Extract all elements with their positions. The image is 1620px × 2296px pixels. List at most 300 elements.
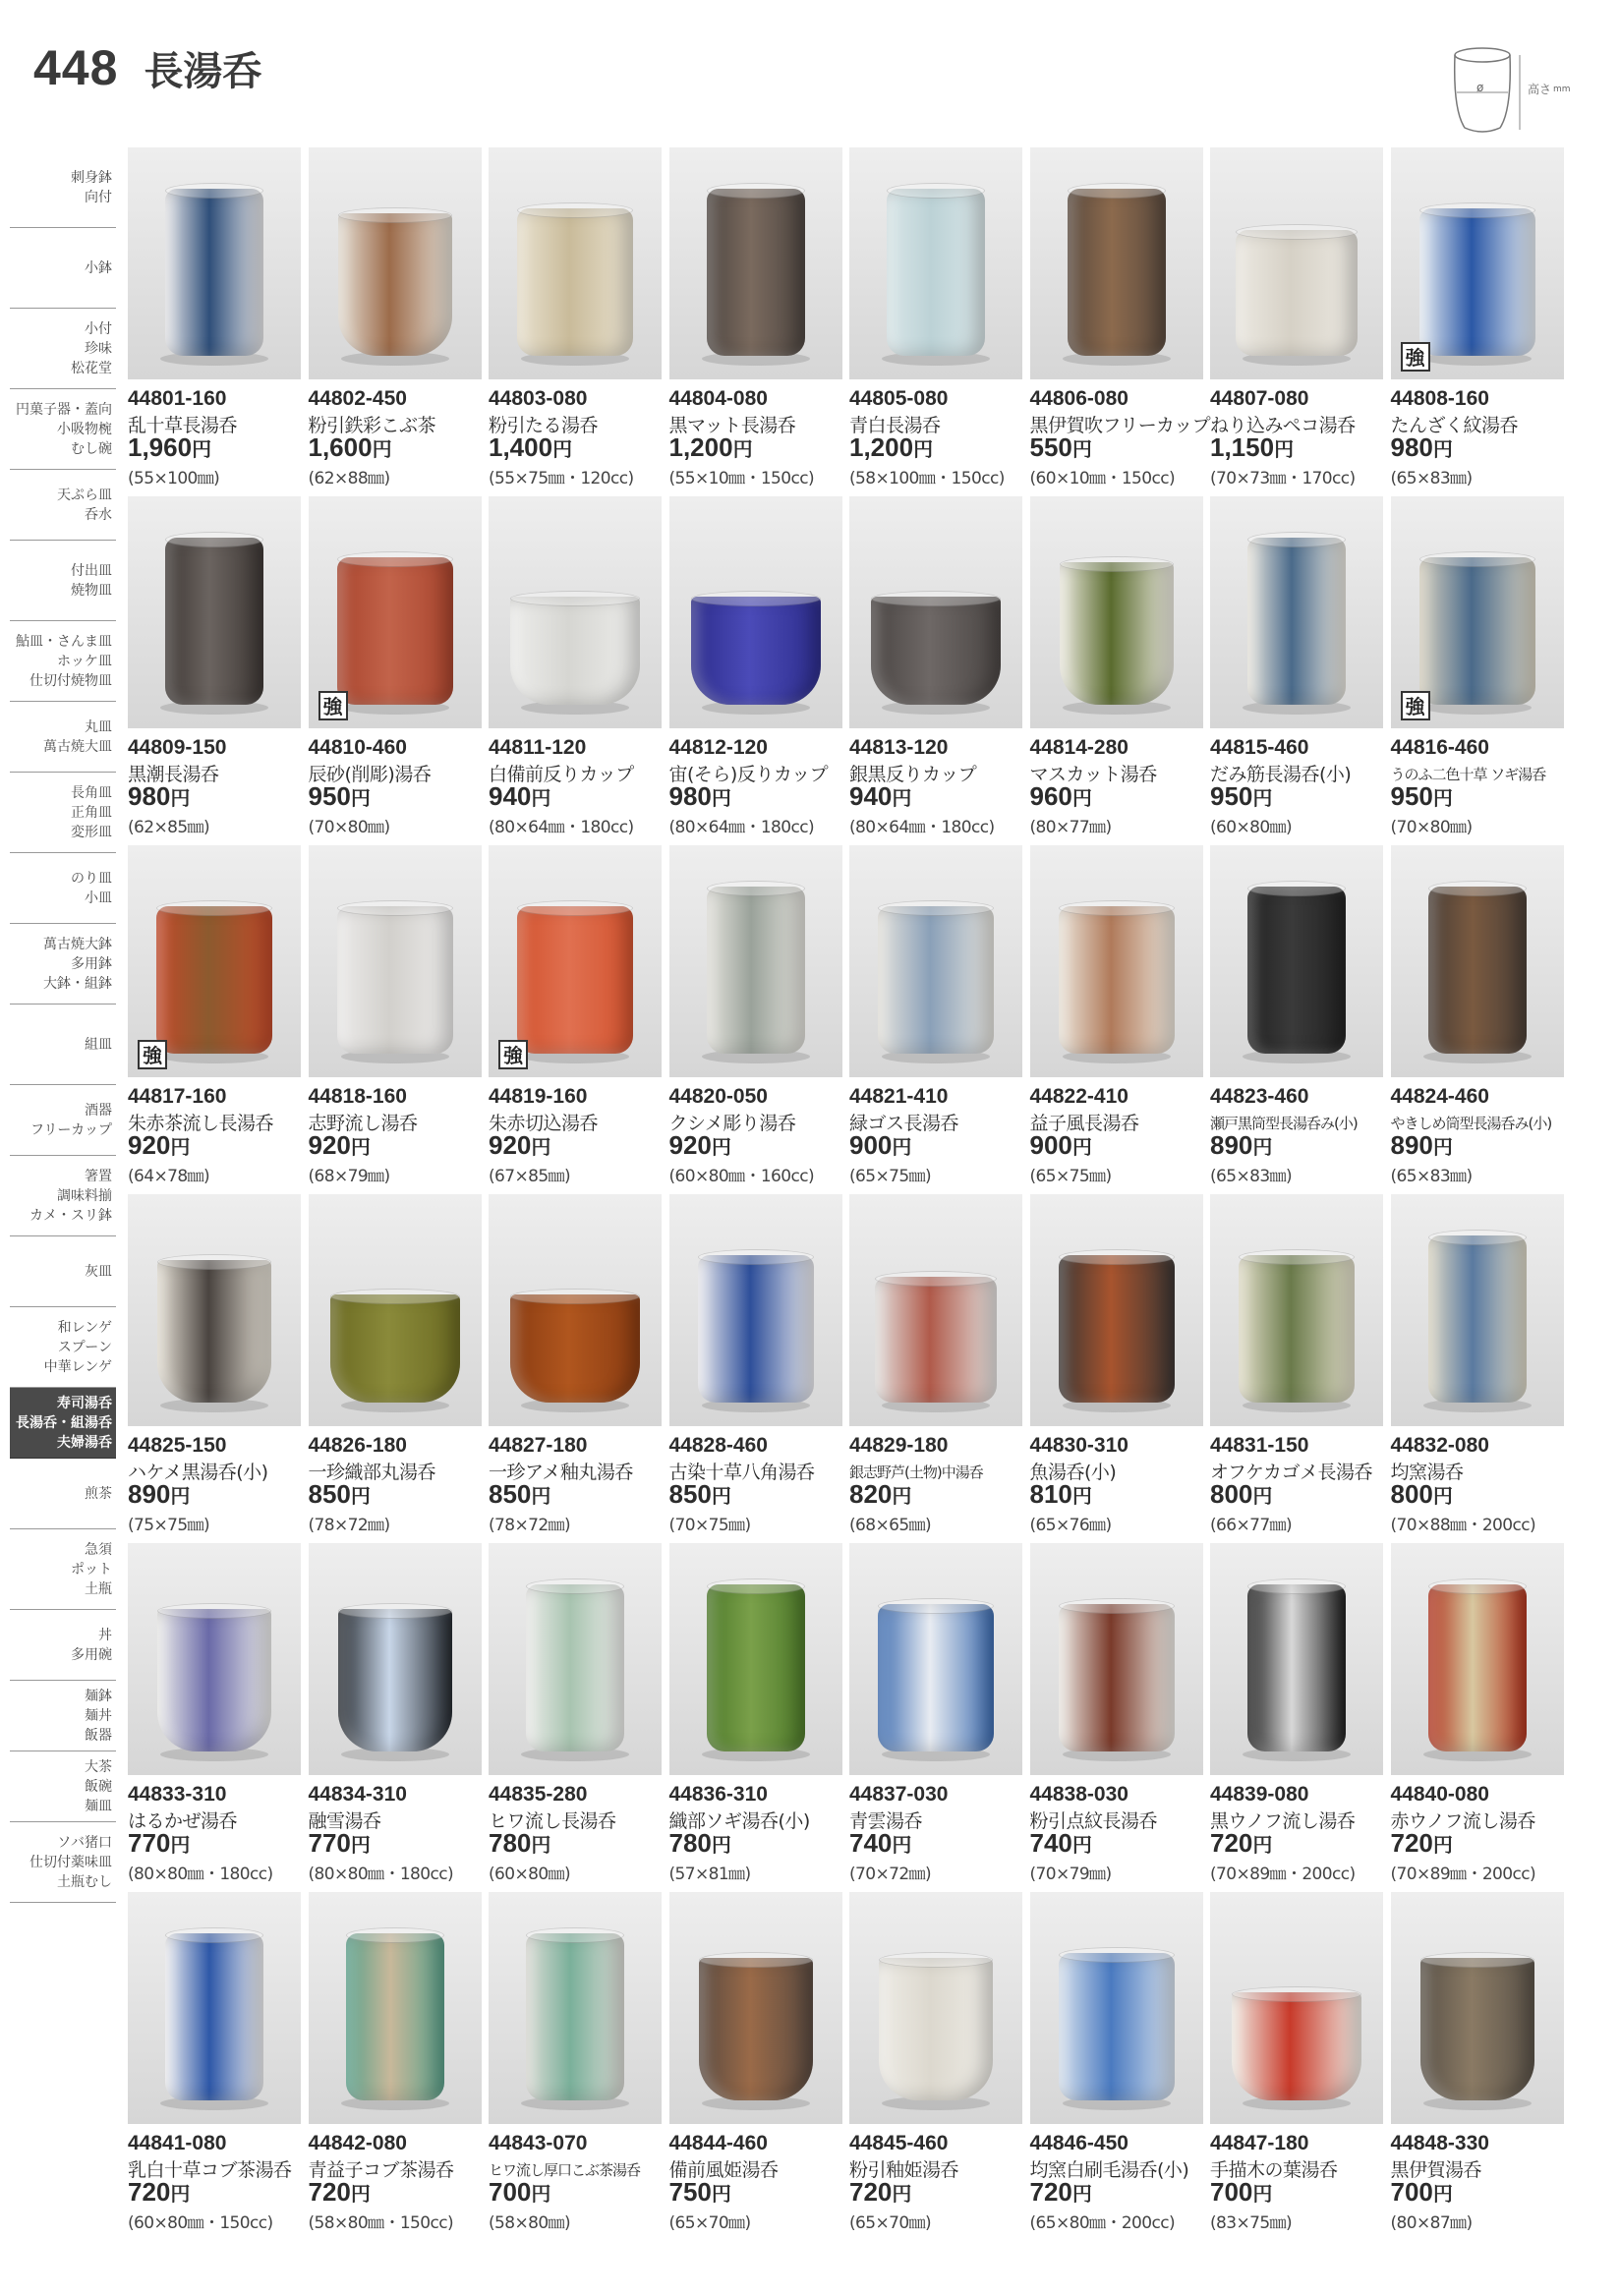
- price-currency: 円: [531, 2182, 551, 2206]
- product-size: (70×75㎜): [668, 1516, 751, 1535]
- price-currency: 円: [170, 786, 191, 810]
- sidebar-category-label: 麺鉢: [85, 1688, 112, 1704]
- sidebar-category[interactable]: [10, 1751, 116, 1822]
- teacup-illustration: [1059, 906, 1175, 1054]
- price-value: 780: [489, 1828, 532, 1858]
- product-size: (70×79㎜): [1029, 1865, 1112, 1884]
- price-value: 770: [128, 1828, 171, 1858]
- sidebar-category-label: 付出皿: [71, 562, 112, 579]
- product-name: 古染十草八角湯呑: [668, 1462, 815, 1483]
- price-currency: 円: [711, 1833, 731, 1857]
- product-card[interactable]: [1030, 1194, 1207, 1538]
- product-name: はるかぜ湯呑: [128, 1810, 238, 1832]
- product-price: [309, 1130, 371, 1161]
- teacup-illustration: [1247, 1584, 1346, 1751]
- product-card[interactable]: [1210, 845, 1387, 1189]
- product-card[interactable]: [128, 845, 305, 1189]
- product-size: (80×80㎜・180cc): [308, 1865, 454, 1884]
- price-currency: 円: [892, 1484, 912, 1508]
- product-size: (80×64㎜・180cc): [489, 818, 634, 837]
- sidebar-category[interactable]: [10, 1681, 116, 1751]
- product-size: (75×75㎜): [128, 1516, 209, 1535]
- product-photo: [128, 147, 301, 379]
- cup-rim: [1419, 202, 1535, 218]
- product-card[interactable]: [309, 1892, 486, 2236]
- sidebar-category[interactable]: [10, 1459, 116, 1529]
- product-size: (68×65㎜): [849, 1516, 931, 1535]
- product-code: 44823-460: [1210, 1085, 1309, 1108]
- cup-rim: [337, 900, 453, 916]
- sidebar-category-label: 長角皿: [71, 784, 112, 801]
- strength-badge: 強: [318, 691, 348, 720]
- product-card[interactable]: [1391, 845, 1568, 1189]
- teacup-illustration: [338, 213, 452, 356]
- price-value: 850: [489, 1479, 532, 1509]
- sidebar-category[interactable]: [10, 773, 116, 853]
- price-currency: 円: [1432, 786, 1453, 810]
- product-photo: [1210, 845, 1383, 1077]
- product-photo: [1210, 496, 1383, 728]
- price-value: 940: [849, 781, 893, 811]
- product-card[interactable]: [1210, 1194, 1387, 1538]
- cup-rim: [1059, 1598, 1175, 1614]
- price-currency: 円: [892, 786, 912, 810]
- price-value: 720: [1390, 1828, 1433, 1858]
- product-size: (70×88㎜・200cc): [1390, 1516, 1536, 1535]
- product-size: (57×81㎜): [668, 1865, 751, 1884]
- price-value: 1,600: [308, 432, 373, 462]
- sidebar-category-label: ホッケ皿: [57, 653, 112, 669]
- product-photo: [1391, 1543, 1564, 1775]
- product-card[interactable]: [489, 496, 665, 840]
- product-photo: [309, 845, 482, 1077]
- product-card[interactable]: [1391, 496, 1568, 840]
- sidebar-category[interactable]: [10, 1388, 116, 1459]
- product-card[interactable]: [1210, 1543, 1387, 1887]
- sidebar-category-label: 円菓子器・蓋向: [16, 401, 112, 418]
- teacup-illustration: [1419, 557, 1535, 705]
- price-currency: 円: [170, 1135, 191, 1159]
- product-size: (58×100㎜・150cc): [849, 469, 1005, 488]
- sidebar-category[interactable]: [10, 389, 116, 470]
- product-card[interactable]: [669, 147, 846, 491]
- product-card[interactable]: [489, 147, 665, 491]
- price-value: 980: [668, 781, 712, 811]
- price-value: 890: [1210, 1130, 1253, 1160]
- product-price: [128, 1828, 190, 1859]
- price-currency: 円: [892, 2182, 912, 2206]
- price-value: 740: [849, 1828, 893, 1858]
- product-price: [489, 1479, 550, 1510]
- product-size: (60×80㎜): [1210, 818, 1292, 837]
- sidebar-category[interactable]: [10, 1085, 116, 1156]
- price-value: 940: [489, 781, 532, 811]
- product-code: 44821-410: [849, 1085, 949, 1108]
- product-card[interactable]: [1391, 147, 1568, 491]
- product-card[interactable]: [669, 1194, 846, 1538]
- product-card[interactable]: [849, 845, 1026, 1189]
- price-value: 820: [849, 1479, 893, 1509]
- product-card[interactable]: [1210, 1892, 1387, 2236]
- cup-rim: [165, 183, 263, 199]
- product-card[interactable]: [128, 496, 305, 840]
- sidebar-category-label: 多用鉢: [71, 955, 112, 972]
- product-price: [309, 1479, 371, 1510]
- sidebar-category[interactable]: [10, 470, 116, 541]
- product-size: (70×80㎜): [308, 818, 390, 837]
- product-photo: [849, 1194, 1022, 1426]
- product-card[interactable]: [849, 147, 1026, 491]
- cup-rim: [337, 551, 453, 567]
- product-card[interactable]: [1210, 147, 1387, 491]
- sidebar-category[interactable]: [10, 1236, 116, 1307]
- teacup-illustration: [1420, 1958, 1534, 2100]
- product-name: オフケカゴメ長湯呑: [1210, 1462, 1372, 1483]
- price-value: 980: [128, 781, 171, 811]
- product-code: 44830-310: [1029, 1434, 1128, 1457]
- product-card[interactable]: [849, 496, 1026, 840]
- sidebar-category-label: 小付: [85, 320, 112, 337]
- product-name: ヒワ流し厚口こぶ茶湯呑: [489, 2161, 641, 2179]
- teacup-illustration: [691, 597, 821, 705]
- product-card[interactable]: [489, 1194, 665, 1538]
- sidebar-category[interactable]: [10, 1529, 116, 1610]
- product-price: [1030, 1130, 1092, 1161]
- teacup-illustration: [1247, 887, 1346, 1054]
- sidebar-category-label: 仕切付焼物皿: [29, 672, 112, 689]
- price-currency: 円: [1432, 1833, 1453, 1857]
- teacup-illustration: [1428, 1584, 1527, 1751]
- product-code: 44810-460: [308, 736, 407, 759]
- product-card[interactable]: [309, 1543, 486, 1887]
- product-card[interactable]: [1391, 1543, 1568, 1887]
- cup-rim: [691, 591, 821, 606]
- teacup-illustration: [1428, 1235, 1527, 1403]
- product-photo: [1391, 496, 1564, 728]
- price-currency: 円: [1252, 1135, 1273, 1159]
- product-price: [669, 1130, 731, 1161]
- sidebar-category[interactable]: [10, 853, 116, 924]
- teacup-illustration: [157, 1609, 271, 1751]
- teacup-illustration: [157, 1260, 271, 1403]
- product-code: 44818-160: [308, 1085, 407, 1108]
- teacup-illustration: [330, 1294, 460, 1403]
- product-photo: [309, 1543, 482, 1775]
- product-card[interactable]: [128, 1892, 305, 2236]
- sidebar-category-label: 丸皿: [85, 718, 112, 735]
- price-value: 890: [128, 1479, 171, 1509]
- cup-rim: [1236, 224, 1358, 240]
- product-card[interactable]: [489, 1543, 665, 1887]
- sidebar-category[interactable]: [10, 1004, 116, 1085]
- price-currency: 円: [1071, 1484, 1092, 1508]
- product-photo: [1030, 496, 1203, 728]
- sidebar-category[interactable]: [10, 1307, 116, 1388]
- strength-badge: 強: [498, 1040, 528, 1069]
- product-card[interactable]: [1030, 845, 1207, 1189]
- product-card[interactable]: [1391, 1194, 1568, 1538]
- teacup-illustration: [1059, 1604, 1175, 1751]
- price-currency: 円: [531, 786, 551, 810]
- sidebar-category-label: 向付: [85, 189, 112, 205]
- sidebar-category-label: 箸置: [85, 1168, 112, 1184]
- product-price: [849, 1130, 911, 1161]
- sidebar-category-label: 呑水: [85, 506, 112, 523]
- teacup-illustration: [1060, 562, 1174, 705]
- sidebar-category-label: 珍味: [85, 340, 112, 357]
- product-price: [128, 1479, 190, 1510]
- product-price: [849, 2177, 911, 2208]
- product-card[interactable]: [1030, 1543, 1207, 1887]
- price-currency: 円: [350, 1484, 371, 1508]
- price-currency: 円: [711, 1135, 731, 1159]
- cup-rim: [526, 1927, 624, 1943]
- product-price: [1391, 781, 1453, 812]
- sidebar-category-label: 大鉢・組鉢: [43, 975, 112, 992]
- price-value: 900: [1029, 1130, 1072, 1160]
- teacup-illustration: [1247, 538, 1346, 705]
- cup-rim: [1059, 900, 1175, 916]
- sidebar-category-label: スプーン: [57, 1339, 112, 1355]
- price-currency: 円: [1252, 786, 1273, 810]
- cup-rim: [1060, 556, 1174, 572]
- teacup-illustration: [338, 1609, 452, 1751]
- product-size: (70×89㎜・200cc): [1390, 1865, 1536, 1884]
- product-card[interactable]: [669, 1892, 846, 2236]
- price-value: 850: [308, 1479, 351, 1509]
- sidebar-category-label: 刺身鉢: [71, 169, 112, 186]
- teacup-illustration: [707, 1584, 805, 1751]
- product-name: だみ筋長湯呑(小): [1210, 764, 1352, 785]
- price-value: 890: [1390, 1130, 1433, 1160]
- product-photo: [1210, 1892, 1383, 2124]
- sidebar-category-label: 萬古焼大鉢: [43, 936, 112, 952]
- product-size: (80×77㎜): [1029, 818, 1112, 837]
- teacup-illustration: [337, 906, 453, 1054]
- product-name: 銀黒反りカップ: [849, 764, 977, 785]
- category-sidebar: [10, 147, 116, 2123]
- price-currency: 円: [1252, 2182, 1273, 2206]
- product-price: [1391, 432, 1453, 463]
- product-card[interactable]: [309, 1194, 486, 1538]
- product-size: (58×80㎜・150cc): [308, 2213, 454, 2233]
- product-price: [849, 1828, 911, 1859]
- price-currency: 円: [170, 2182, 191, 2206]
- sidebar-category[interactable]: [10, 147, 116, 228]
- sidebar-category-label: 小皿: [85, 890, 112, 906]
- product-photo: [1391, 1892, 1564, 2124]
- sidebar-category-label: 土瓶: [85, 1580, 112, 1597]
- price-currency: 円: [531, 1135, 551, 1159]
- teacup-illustration: [526, 1933, 624, 2100]
- price-value: 750: [668, 2177, 712, 2207]
- product-name: ヒワ流し長湯呑: [489, 1810, 616, 1832]
- product-card[interactable]: [309, 147, 486, 491]
- page-header: [33, 39, 261, 118]
- product-photo: [128, 1543, 301, 1775]
- sidebar-category-label: 土瓶むし: [57, 1873, 112, 1890]
- product-card[interactable]: [128, 1543, 305, 1887]
- product-price: [1030, 1479, 1092, 1510]
- product-price: [309, 432, 392, 463]
- product-price: [1391, 1479, 1453, 1510]
- price-value: 800: [1390, 1479, 1433, 1509]
- product-name: 黒伊賀吹フリーカップ: [1029, 415, 1211, 436]
- sidebar-category-label: むし碗: [71, 440, 112, 457]
- cup-rim: [879, 1952, 993, 1968]
- teacup-illustration: [337, 557, 453, 705]
- cup-rim: [871, 591, 1001, 606]
- product-card[interactable]: [309, 496, 486, 840]
- product-size: (78×72㎜): [489, 1516, 570, 1535]
- price-currency: 円: [892, 1833, 912, 1857]
- product-photo: [1391, 1194, 1564, 1426]
- cup-rim: [510, 1289, 640, 1304]
- product-size: (58×80㎜): [489, 2213, 570, 2233]
- strength-badge: 強: [1401, 691, 1430, 720]
- cup-rim: [1419, 551, 1535, 567]
- sidebar-category[interactable]: [10, 541, 116, 621]
- teacup-illustration: [1068, 189, 1166, 356]
- sidebar-category-label: ポット: [71, 1561, 112, 1578]
- sidebar-category-label: 飯器: [85, 1727, 112, 1744]
- cup-rim: [330, 1289, 460, 1304]
- strength-badge: 強: [1401, 342, 1430, 372]
- price-value: 800: [1210, 1479, 1253, 1509]
- product-price: [849, 1479, 911, 1510]
- product-card[interactable]: [128, 147, 305, 491]
- product-name: 宙(そら)反りカップ: [668, 764, 829, 785]
- sidebar-category-label: 中華レンゲ: [43, 1358, 112, 1375]
- product-photo: [309, 147, 482, 379]
- product-name: 融雪湯呑: [308, 1810, 381, 1832]
- cup-rim: [707, 183, 805, 199]
- sidebar-category[interactable]: [10, 1610, 116, 1681]
- product-card[interactable]: [1030, 496, 1207, 840]
- sidebar-category[interactable]: [10, 228, 116, 309]
- product-photo: [669, 1892, 842, 2124]
- product-price: [669, 1828, 731, 1859]
- product-card[interactable]: [128, 1194, 305, 1538]
- price-value: 780: [668, 1828, 712, 1858]
- product-photo: [128, 845, 301, 1077]
- product-name: 手描木の葉湯呑: [1210, 2159, 1338, 2181]
- product-price: [128, 781, 190, 812]
- teacup-illustration: [1239, 1255, 1355, 1403]
- price-currency: 円: [531, 1833, 551, 1857]
- product-card[interactable]: [849, 1892, 1026, 2236]
- product-photo: [849, 147, 1022, 379]
- product-price: [849, 781, 911, 812]
- product-name: 黒伊賀湯呑: [1390, 2159, 1482, 2181]
- product-photo: [309, 1194, 482, 1426]
- product-price: [1030, 432, 1092, 463]
- product-card[interactable]: [669, 496, 846, 840]
- product-card[interactable]: [669, 845, 846, 1189]
- price-currency: 円: [350, 1833, 371, 1857]
- product-photo: [1210, 1194, 1383, 1426]
- cup-rim: [1428, 881, 1527, 896]
- product-card[interactable]: [1391, 1892, 1568, 2236]
- product-name: 黒ウノフ流し湯呑: [1210, 1810, 1356, 1832]
- cup-rim: [1420, 1952, 1534, 1968]
- product-price: [1210, 1828, 1272, 1859]
- price-currency: 円: [1432, 2182, 1453, 2206]
- product-name: 青雲湯呑: [849, 1810, 923, 1832]
- product-card[interactable]: [489, 1892, 665, 2236]
- product-card[interactable]: [849, 1543, 1026, 1887]
- product-card[interactable]: [489, 845, 665, 1189]
- product-size: (55×100㎜): [128, 469, 220, 488]
- product-size: (65×80㎜・200cc): [1029, 2213, 1176, 2233]
- teacup-illustration: [1232, 1992, 1361, 2100]
- product-card[interactable]: [1030, 1892, 1207, 2236]
- product-card[interactable]: [1210, 496, 1387, 840]
- product-name: 均窯白刷毛湯呑(小): [1029, 2159, 1189, 2181]
- product-photo: [489, 1543, 662, 1775]
- product-code: 44848-330: [1390, 2132, 1489, 2154]
- product-price: [128, 2177, 190, 2208]
- sidebar-category-label: 寿司湯呑: [57, 1395, 112, 1411]
- teacup-illustration: [1059, 1255, 1175, 1403]
- sidebar-category[interactable]: [10, 1156, 116, 1236]
- product-photo: [849, 496, 1022, 728]
- product-size: (65×70㎜): [668, 2213, 751, 2233]
- product-card[interactable]: [849, 1194, 1026, 1538]
- sidebar-category[interactable]: [10, 309, 116, 389]
- product-photo: [128, 1194, 301, 1426]
- sidebar-category[interactable]: [10, 924, 116, 1004]
- product-photo: [669, 1194, 842, 1426]
- sidebar-category[interactable]: [10, 621, 116, 702]
- product-name: 白備前反りカップ: [489, 764, 634, 785]
- product-size: (80×64㎜・180cc): [849, 818, 995, 837]
- product-price: [1210, 432, 1294, 463]
- product-code: 44836-310: [668, 1783, 768, 1806]
- product-size: (65×83㎜): [1210, 1167, 1292, 1186]
- price-currency: 円: [1071, 1135, 1092, 1159]
- product-price: [1391, 1130, 1453, 1161]
- product-photo: [1391, 147, 1564, 379]
- product-code: 44808-160: [1390, 387, 1489, 410]
- cup-rim: [1059, 1947, 1175, 1963]
- product-name: 粉引釉姫湯呑: [849, 2159, 959, 2181]
- cup-rim: [165, 532, 263, 547]
- price-currency: 円: [350, 786, 371, 810]
- product-card[interactable]: [669, 1543, 846, 1887]
- sidebar-category-label: 松花堂: [71, 360, 112, 376]
- price-value: 950: [1390, 781, 1433, 811]
- teacup-illustration: [871, 597, 1001, 705]
- price-currency: 円: [711, 2182, 731, 2206]
- product-name: 粉引たる湯呑: [489, 415, 599, 436]
- sidebar-category-label: 鮎皿・さんま皿: [16, 633, 112, 650]
- price-value: 1,960: [128, 432, 193, 462]
- product-size: (70×73㎜・170cc): [1210, 469, 1356, 488]
- price-value: 950: [308, 781, 351, 811]
- product-photo: [1210, 147, 1383, 379]
- cup-rim: [338, 207, 452, 223]
- product-name: 銀志野芦(土物)中湯呑: [849, 1464, 983, 1481]
- price-value: 920: [128, 1130, 171, 1160]
- unit-label: mm: [1553, 85, 1571, 94]
- sidebar-category[interactable]: [10, 1822, 116, 1903]
- product-price: [1391, 2177, 1453, 2208]
- product-card[interactable]: [309, 845, 486, 1189]
- product-card[interactable]: [1029, 147, 1211, 491]
- cup-rim: [698, 1249, 814, 1265]
- sidebar-category[interactable]: [10, 702, 116, 773]
